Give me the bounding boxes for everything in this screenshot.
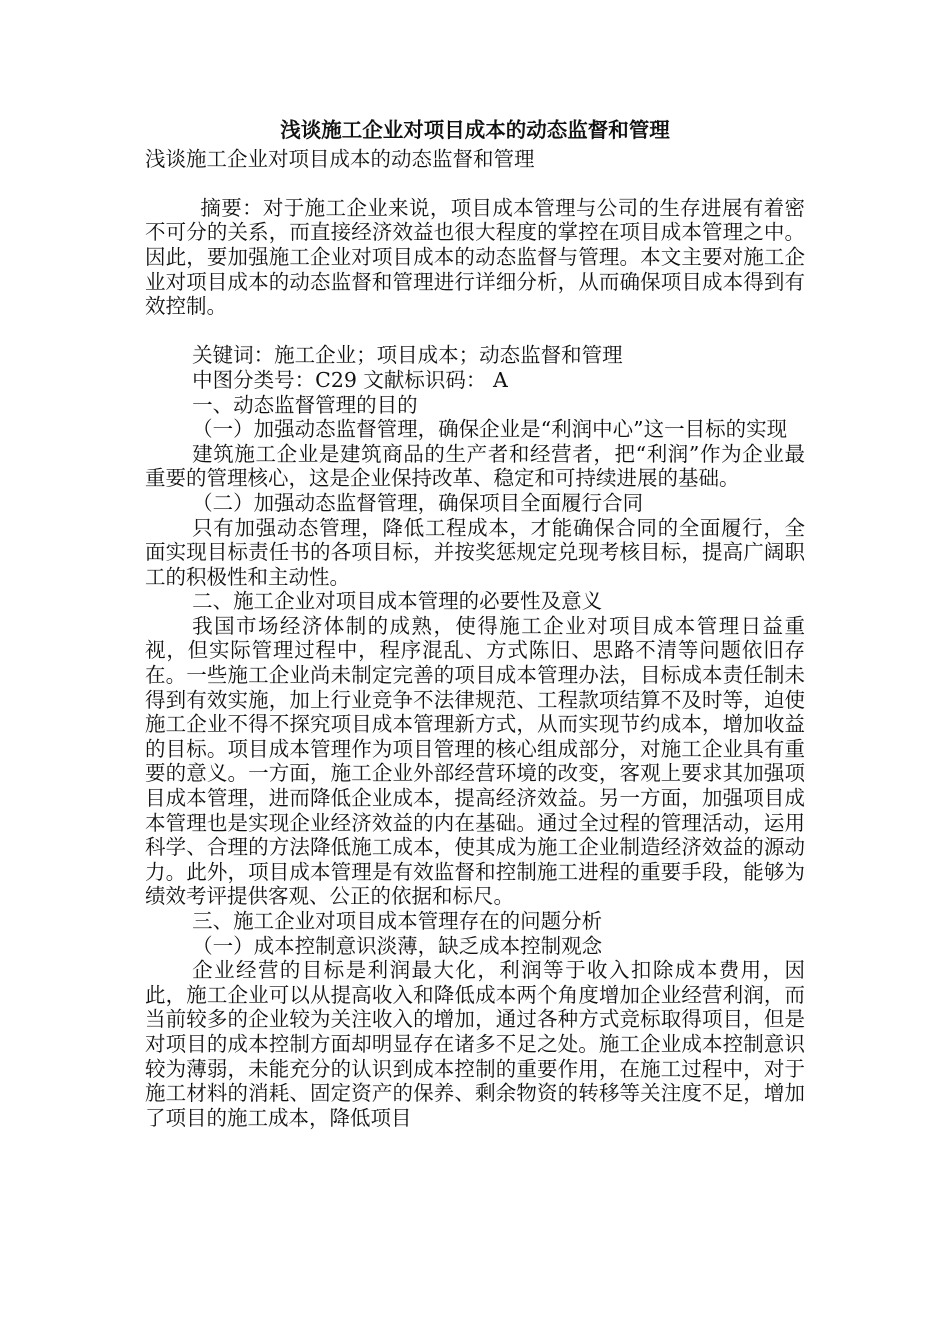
document-title: 浅谈施工企业对项目成本的动态监督和管理 (280, 118, 670, 142)
subsection-heading: （一）加强动态监督管理，确保企业是“利润中心”这一目标的实现 (192, 417, 788, 442)
body-paragraph: 建筑施工企业是建筑商品的生产者和经营者，把“利润”作为企业最重要的管理核心，这是企业保持改革、稳定和可持续进展的基础。 (145, 441, 805, 491)
section-heading: 一、动态监督管理的目的 (192, 392, 418, 417)
subsection-heading: （一）成本控制意识淡薄，缺乏成本控制观念 (192, 933, 603, 958)
body-paragraph: 我国市场经济体制的成熟，使得施工企业对项目成本管理日益重视，但实际管理过程中，程序混乱、方式陈旧、思路不清等问题依旧存在。一些施工企业尚未制定完善的项目成本管理办法，目标成本责任制未得到有效实施，加上行业竞争不法律规范、工程款项结算不及时等，迫使施工企业不得不探究项目成本管理新方式，从而实现节约成本，增加收益的目标。项目成本管理作为项目管理的核心组成部分，对施工企业具有重要的意义。一方面，施工企业外部经营环境的改变，客观上要求其加强项目成本管理，进而降低企业成本，提高经济效益。另一方面，加强项目成本管理也是实现企业经济效益的内在基础。通过全过程的管理活动，运用科学、合理的方法降低施工成本，使其成为施工企业制造经济效益的源动力。此外，项目成本管理是有效监督和控制施工进程的重要手段，能够为绩效考评提供客观、公正的依据和标尺。 (145, 613, 805, 909)
body-paragraph: 只有加强动态管理，降低工程成本，才能确保合同的全面履行，全面实现目标责任书的各项目标，并按奖惩规定兑现考核目标，提高广阔职工的积极性和主动性。 (145, 515, 805, 589)
subsection-heading: （二）加强动态监督管理，确保项目全面履行合同 (192, 490, 644, 515)
section-heading: 二、施工企业对项目成本管理的必要性及意义 (192, 589, 603, 614)
body-paragraph: 企业经营的目标是利润最大化，利润等于收入扣除成本费用，因此，施工企业可以从提高收入和降低成本两个角度增加企业经营利润，而当前较多的企业较为关注收入的增加，通过各种方式竞标取得项目，但是对项目的成本控制方面却明显存在诸多不足之处。施工企业成本控制意识较为薄弱，未能充分的认识到成本控制的重要作用，在施工过程中，对于施工材料的消耗、固定资产的保养、剩余物资的转移等关注度不足，增加了项目的施工成本，降低项目 (145, 958, 805, 1130)
keywords-line: 关键词：施工企业；项目成本；动态监督和管理 (192, 343, 623, 368)
abstract-paragraph: 摘要：对于施工企业来说，项目成本管理与公司的生存进展有着密不可分的关系，而直接经济效益也很大程度的掌控在项目成本管理之中。因此，要加强施工企业对项目成本的动态监督与管理。本文主要对施工企业对项目成本的动态监督和管理进行详细分析，从而确保项目成本得到有效控制。 (145, 195, 805, 319)
spacer (145, 319, 805, 344)
section-heading: 三、施工企业对项目成本管理存在的问题分析 (192, 909, 603, 933)
document-page (145, 118, 805, 1130)
classification-line: 中图分类号：C29 文献标识码： A (192, 367, 508, 392)
spacer (145, 171, 805, 196)
document-subtitle: 浅谈施工企业对项目成本的动态监督和管理 (145, 146, 535, 171)
